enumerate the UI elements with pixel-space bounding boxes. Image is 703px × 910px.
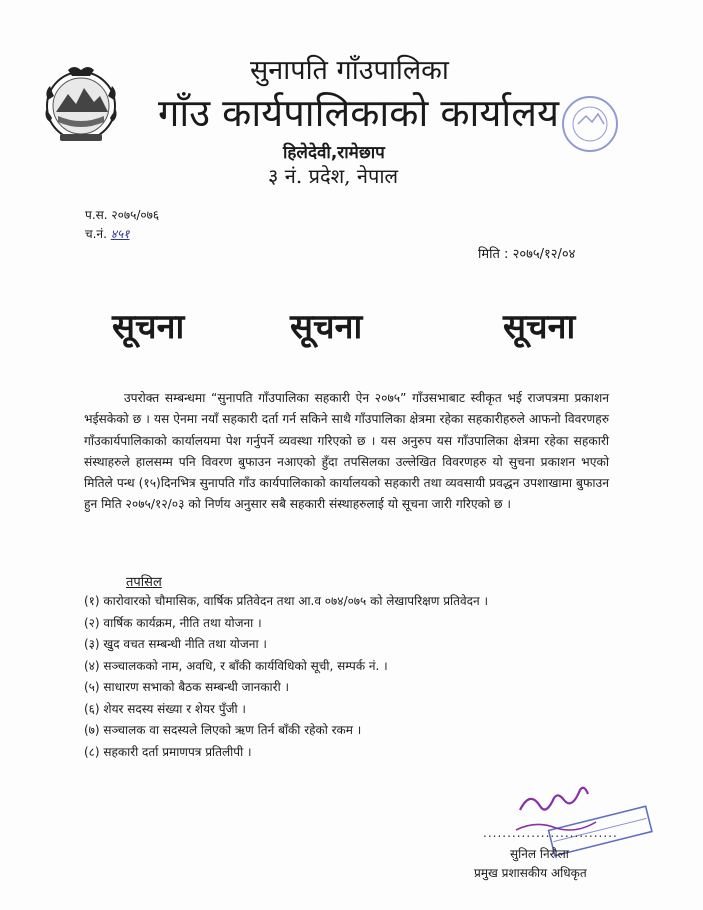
list-item: (७) सञ्चालक वा सदस्यले लिएको ऋण तिर्न बाँकी रहेको रकम । (84, 723, 362, 737)
reference-ps: प.स. २०७५/०७६ (85, 208, 160, 222)
signature-stamp-icon (480, 770, 660, 860)
notice-title-2: सूचना (290, 307, 363, 347)
municipality-name: सुनापति गाँउपालिका (250, 55, 449, 86)
signatory-name: सुनिल निरौला (510, 847, 569, 861)
notice-title-1: सूचना (112, 307, 185, 347)
notice-body: उपरोक्त सम्बन्धमा “सुनापति गाँउपालिका सहकारी ऐन २०७५” गाँउसभाबाट स्वीकृत भई राजपत्रमा प्रकाशन भईसकेको छ । यस ऐनमा नयाँ सहकारी दर्ता गर्न सकिने साथै गाँउपालिका क्षेत्रमा रहेका सहकारीहरुले आफनो विवरणहरु गाँउकार्यपालिकाको कार्यालयमा पेश गर्नुपर्ने व्यवस्था गरिएको छ । यस अनुरुप यस गाँउपालिका क्षेत्रमा रहेका सहकारी संस्थाहरुले हालसम्म पनि विवरण बुफाउन नआएको हुँदा तपसिलका उल्लेखित विवरणहरु यो सुचना प्रकाशन भएको मितिले पन्ध (१५)दिनभित्र सुनापति गाँउ कार्यपालिकाको कार्यालयको सहकारी तथा व्यवसायी प्रवद्धन उपशाखामा बुफाउन हुन मिति २०७५/१२/०३ को निर्णय अनुसार सबै सहकारी संस्थाहरुलाई यो सूचना जारी गरिएको छ । (84, 391, 609, 512)
document-date: मिति : २०७५/१२/०४ (478, 247, 576, 262)
list-item: (१) कारोवारको चौमासिक, वार्षिक प्रतिवेदन तथा आ.व ०७४/०७५ को लेखापरिक्षण प्रतिवेदन । (84, 594, 489, 608)
requirements-list (84, 591, 488, 763)
list-item: (५) साधारण सभाको बैठक सम्बन्धी जानकारी । (84, 680, 290, 694)
nepal-emblem-icon (38, 60, 124, 146)
province-line: ३ नं. प्रदेश, नेपाल (268, 164, 399, 188)
notice-title-3: सूचना (503, 307, 576, 347)
signatory-title: प्रमुख प्रशासकीय अधिकृत (474, 866, 587, 880)
reference-cn-value: ४५१ (110, 227, 130, 241)
reference-cn (85, 225, 129, 242)
signature-line: ............................ (483, 826, 618, 840)
list-heading: तपसिल (126, 575, 162, 590)
reference-cn-label: च.नं. (85, 227, 107, 241)
list-item: (२) वार्षिक कार्यक्रम, नीति तथा योजना । (84, 615, 262, 630)
list-item: (३) खुद वचत सम्बन्धी नीति तथा योजना । (84, 637, 267, 651)
list-item: (८) सहकारी दर्ता प्रमाणपत्र प्रतिलीपी । (84, 744, 252, 759)
office-location: हिलेदेवी,रामेछाप (283, 143, 385, 163)
list-item: (४) सञ्चालकको नाम, अवधि, र बाँकी कार्यविधिको सूची, सम्पर्क नं. । (84, 658, 388, 673)
office-title: गाँउ कार्यपालिकाको कार्यालय (158, 91, 560, 135)
office-stamp-icon (560, 94, 620, 154)
list-item: (६) शेयर सदस्य संख्या र शेयर पुँजी । (84, 701, 246, 716)
